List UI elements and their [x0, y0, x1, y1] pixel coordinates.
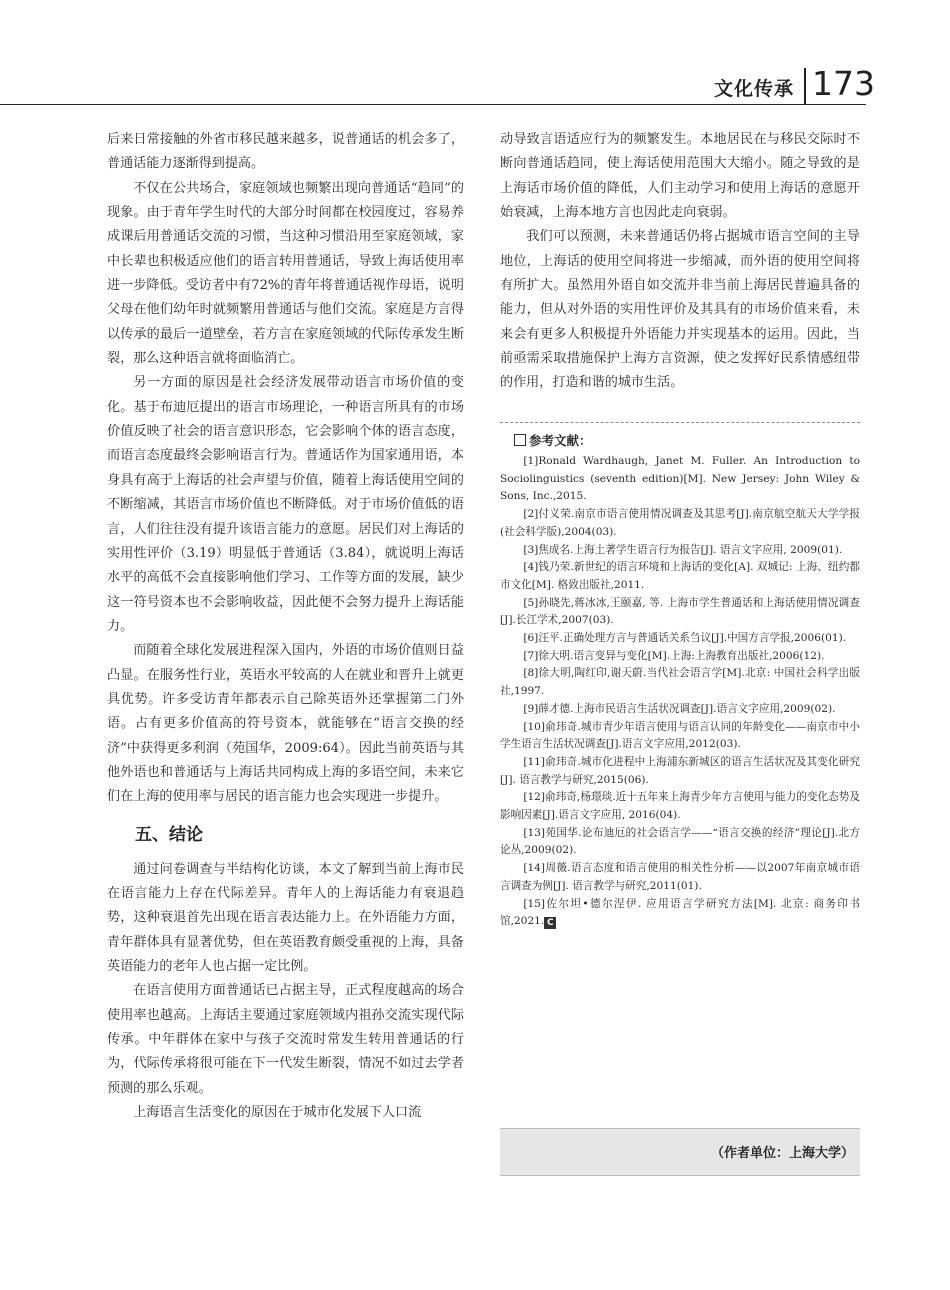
reference-item: [9]薛才德.上海市民语言生活状况调查[J].语言文字应用,2009(02).: [523, 702, 836, 715]
reference-item: [14]周薇.语言态度和语言使用的相关性分析——以2007年南京城市语言调查为例[J]. 语言教学与研究,2011(01).: [500, 862, 860, 892]
header-rule: [0, 104, 866, 105]
paragraph: 不仅在公共场合，家庭领域也频繁出现向普通话“趋同”的现象。由于青年学生时代的大部分时间都在校园度过，容易养成课后用普通话交流的习惯，当这种习惯沿用至家庭领域，家中长辈也积极适应他们的语言转用普通话，导致上海话使用率进一步降低。受访者中有72%的青年将普通话视作母语，说明父母在他们幼年时就频繁用普通话与他们交流。家庭是方言得以传承的最后一道壁垒，若方言在家庭领域的代际传承发生断裂，那么这种语言就将面临消亡。: [107, 180, 464, 367]
header-separator: [804, 68, 806, 104]
right-column: [500, 128, 860, 396]
paragraph: 上海语言生活变化的原因在于城市化发展下人口流: [133, 1105, 422, 1121]
paragraph: 通过问卷调查与半结构化访谈，本文了解到当前上海市民在语言能力上存在代际差异。青年人的上海话能力有衰退趋势，这种衰退首先出现在语言表达能力上。在外语能力方面，青年群体具有显著优势，但在英语教育颇受重视的上海，具备英语能力的老年人也占据一定比例。: [107, 861, 464, 974]
reference-item: [2]付义荣.南京市语言使用情况调查及其思考[J].南京航空航天大学学报(社会科学版),2004(03).: [500, 508, 860, 538]
paragraph: 我们可以预测，未来普通话仍将占据城市语言空间的主导地位，上海话的使用空间将进一步缩减，而外语的使用空间将有所扩大。虽然用外语自如交流并非当前上海居民普遍具备的能力，但从对外语的实用性评价及其具有的市场价值来看，未来会有更多人积极提升外语能力并实现基本的运用。因此，当前亟需采取措施保护上海方言资源，使之发挥好民系情感纽带的作用，打造和谐的城市生活。: [500, 229, 860, 391]
end-mark-icon: C: [544, 917, 556, 929]
author-info-box: [500, 1128, 860, 1176]
paragraph: 另一方面的原因是社会经济发展带动语言市场价值的变化。基于布迪厄提出的语言市场理论，一种语言所具有的市场价值反映了社会的语言意识形态，它会影响个体的语言态度，而语言态度最终会影响语言行为。普通话作为国家通用语，本身具有高于上海话的社会声望与价值，随着上海话使用空间的不断缩减，其语言市场价值也不断降低。对于市场价值低的语言，人们往往没有提升该语言能力的意愿。居民们对上海话的实用性评价（3.19）明显低于普通话（3.84），就说明上海话水平的高低不会直接影响他们学习、工作等方面的发展，缺少这一符号资本也不会影响收益，因此便不会努力提升上海话能力。: [107, 375, 464, 634]
reference-item: [5]孙晓先,蒋冰冰,王颐嘉, 等. 上海市学生普通话和上海话使用情况调查[J].长江学术,2007(03).: [500, 596, 860, 627]
reference-item: [7]徐大明.语言变异与变化[M].上海:上海教育出版社,2006(12).: [523, 649, 825, 662]
references-title-text: 参考文献：: [529, 433, 592, 448]
left-column: [107, 128, 464, 1125]
reference-item: [10]俞玮奇.城市青少年语言使用与语言认同的年龄变化——南京市中小学生语言生活状况调查[J].语言文字应用,2012(03).: [500, 720, 860, 751]
author-unit: （作者单位：上海大学）: [710, 1146, 854, 1161]
section-title: 文化传承: [714, 78, 795, 100]
paragraph: 动导致言语适应行为的频繁发生。本地居民在与移民交际时不断向普通话趋同，使上海话使用范围大大缩小。随之导致的是上海话市场价值的降低，人们主动学习和使用上海话的意愿开始衰减，上海本地方言也因此走向衰弱。: [500, 132, 860, 221]
references-title: [514, 431, 860, 451]
paragraph: 在语言使用方面普通话已占据主导，正式程度越高的场合使用率也越高。上海话主要通过家庭领域内祖孙交流实现代际传承。中年群体在家中与孩子交流时常发生转用普通话的行为，代际传承将很可能在下一代发生断裂，情况不如过去学者预测的那么乐观。: [107, 983, 464, 1096]
reference-item: [3]焦成名.上海土著学生语言行为报告[J]. 语言文字应用, 2009(01).: [523, 543, 843, 556]
page-number: 173: [812, 64, 875, 103]
reference-item: [13]苑国华.论布迪厄的社会语言学——“语言交换的经济”理论[J].北方论丛,2009(02).: [500, 826, 860, 857]
section-heading-conclusion: 五、结论: [135, 824, 203, 845]
reference-item: [1]Ronald Wardhaugh, Janet M. Fuller. An Introduction to Sociolinguistics (seventh edition)[M]. New Jersey: John Wiley & Sons, Inc.,2015.: [500, 455, 860, 503]
reference-item: [6]汪平.正确处理方言与普通话关系刍议[J].中国方言学报,2006(01).: [523, 632, 847, 645]
reference-item-text: [15]佐尔坦•德尔涅伊. 应用语言学研究方法[M]. 北京: 商务印书馆,2021.: [500, 897, 860, 928]
checkbox-icon: [514, 434, 526, 446]
paragraph: 而随着全球化发展进程深入国内，外语的市场价值则日益凸显。在服务性行业，英语水平较高的人在就业和晋升上就更具优势。许多受访青年都表示自己除英语外还掌握第二门外语。占有更多价值高的符号资本，就能够在“语言交换的经济”中获得更多利润（苑国华，2009:64）。因此当前英语与其他外语也和普通话与上海话共同构成上海的多语空间，未来它们在上海的使用率与居民的语言能力也会实现进一步提升。: [107, 643, 464, 805]
page-header: [0, 0, 950, 120]
references-section: [500, 422, 860, 931]
paragraph: 后来日常接触的外省市移民越来越多，说普通话的机会多了，普通话能力逐渐得到提高。: [107, 132, 464, 172]
reference-item: [4]钱乃荣.新世纪的语言环境和上海话的变化[A]. 双城记: 上海、纽约都市文化[M]. 格致出版社,2011.: [500, 561, 860, 591]
reference-item: [11]俞玮奇.城市化进程中上海浦东新城区的语言生活状况及其变化研究[J]. 语言教学与研究,2015(06).: [500, 755, 860, 786]
reference-item: [12]俞玮奇,杨璟琰.近十五年来上海青少年方言使用与能力的变化态势及影响因素[J].语言文字应用, 2016(04).: [500, 791, 860, 822]
reference-item: [8]徐大明,陶红印,谢天蔚.当代社会语言学[M].北京: 中国社会科学出版社,1997.: [500, 667, 860, 698]
reference-item: [500, 896, 860, 931]
